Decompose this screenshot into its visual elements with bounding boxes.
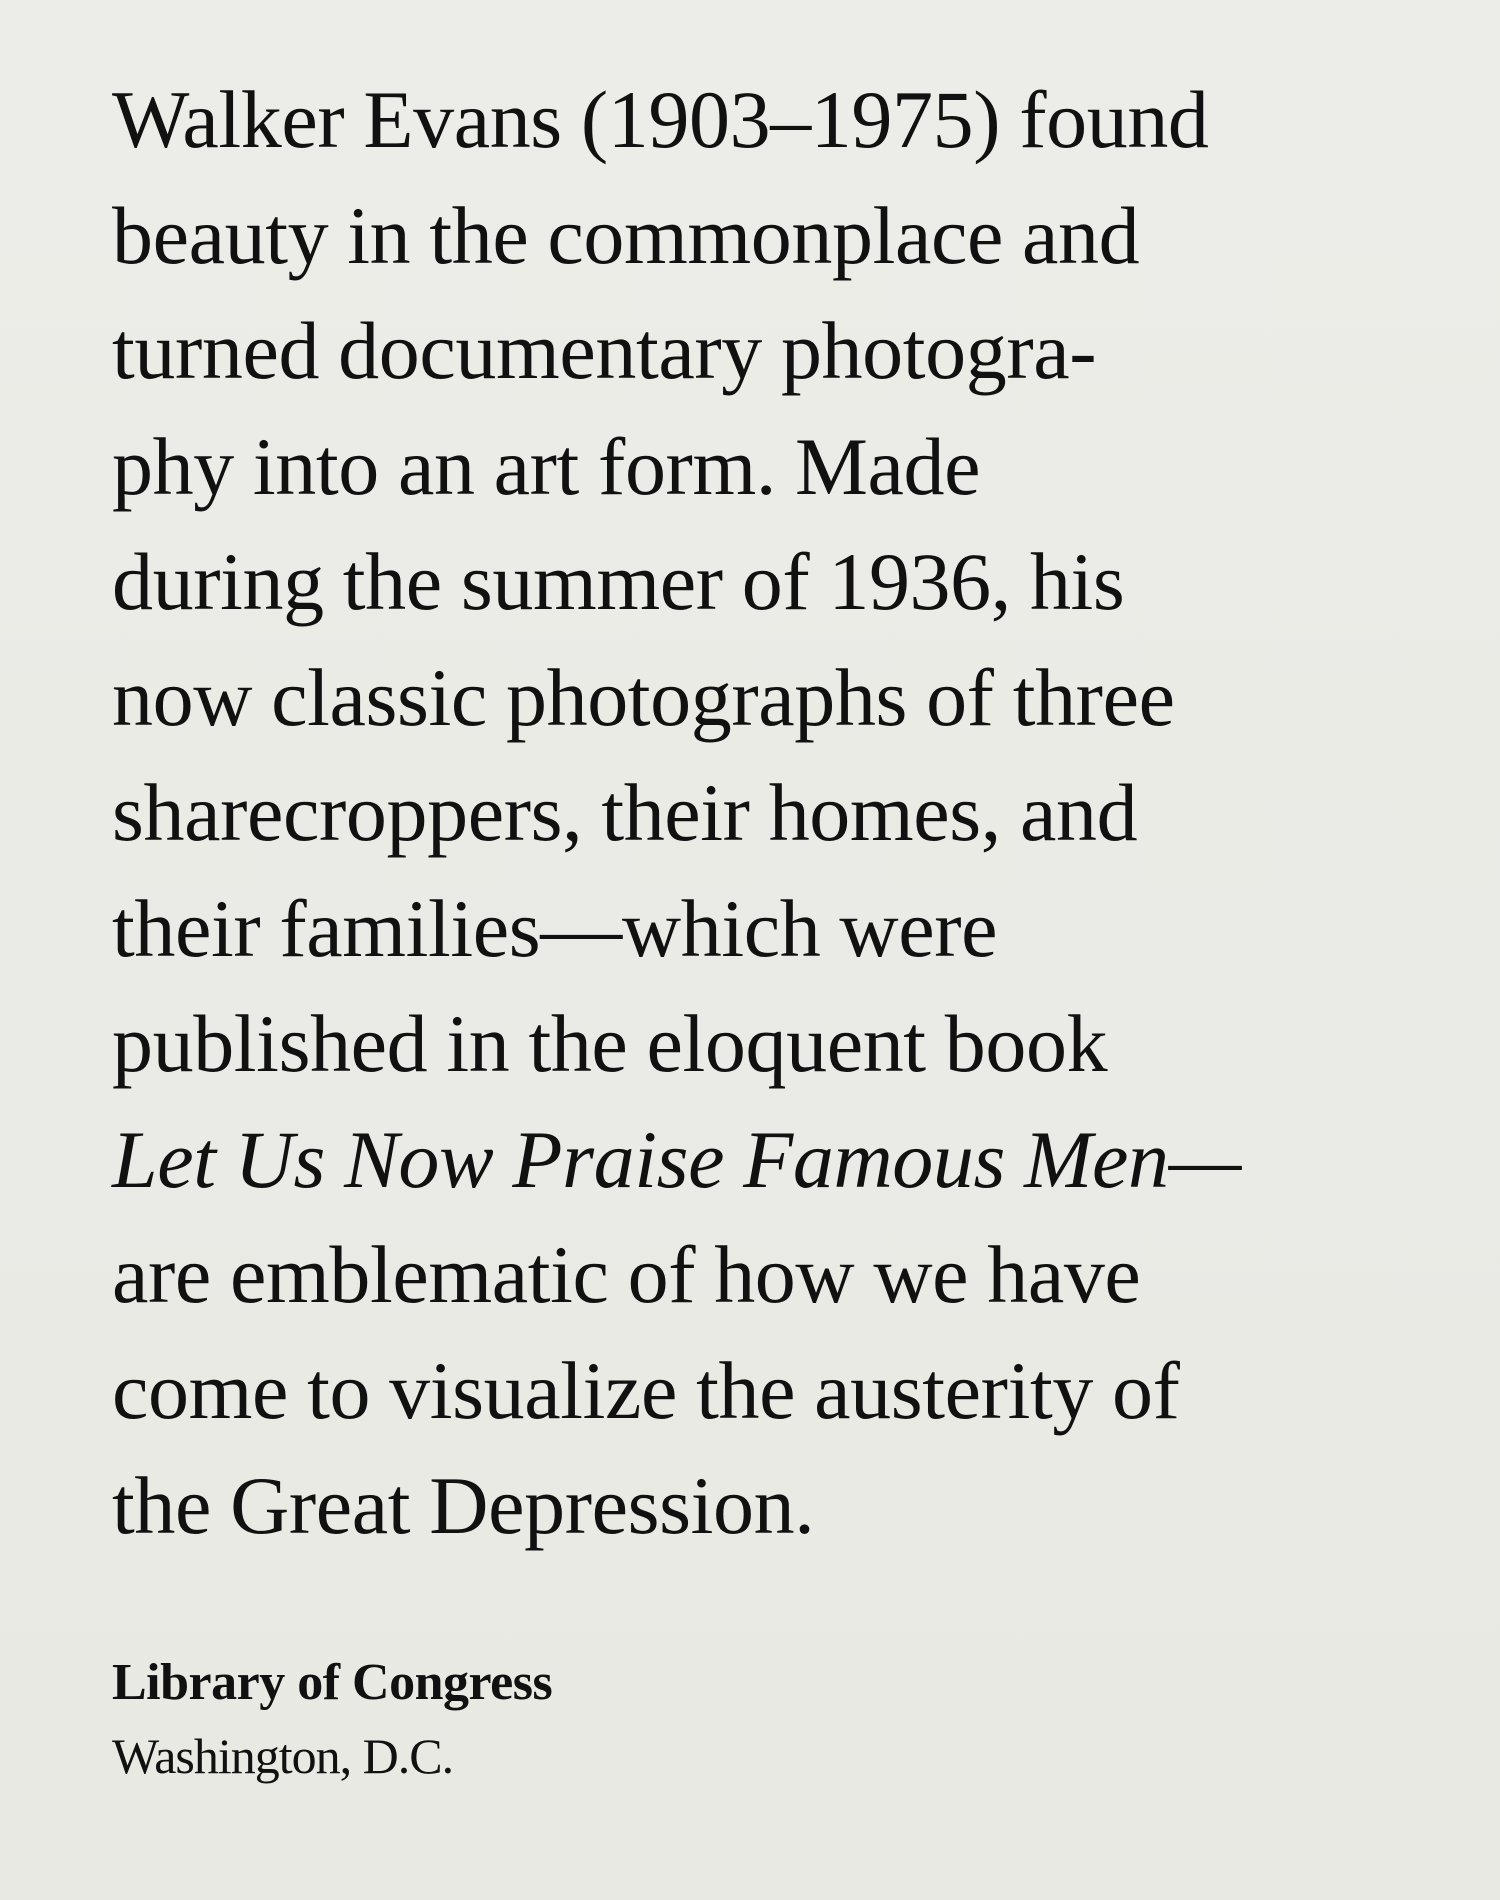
book-title-line: Let Us Now Praise Famous Men— bbox=[112, 1113, 1242, 1205]
description-line: come to visualize the austerity of bbox=[112, 1344, 1180, 1436]
description-line: sharecroppers, their homes, and bbox=[112, 767, 1138, 858]
description-line: are emblematic of how we have bbox=[112, 1229, 1141, 1320]
description-line: published in the eloquent book bbox=[112, 998, 1108, 1089]
description-line: the Great Depression. bbox=[112, 1460, 815, 1551]
publisher-imprint bbox=[112, 1652, 552, 1786]
description-line: Walker Evans (1903–1975) found bbox=[112, 74, 1209, 165]
description-line: now classic photographs of three bbox=[112, 651, 1175, 743]
publisher-location: Washington, D.C. bbox=[112, 1728, 454, 1785]
description-line: beauty in the commonplace and bbox=[112, 189, 1140, 281]
description-line: phy into an art form. Made bbox=[112, 420, 981, 512]
publisher-name: Library of Congress bbox=[112, 1654, 553, 1711]
description-paragraph bbox=[112, 62, 1412, 1564]
description-line: their families—which were bbox=[112, 882, 998, 974]
description-line: during the summer of 1936, his bbox=[112, 536, 1125, 627]
description-line: turned documentary photogra- bbox=[112, 305, 1097, 396]
